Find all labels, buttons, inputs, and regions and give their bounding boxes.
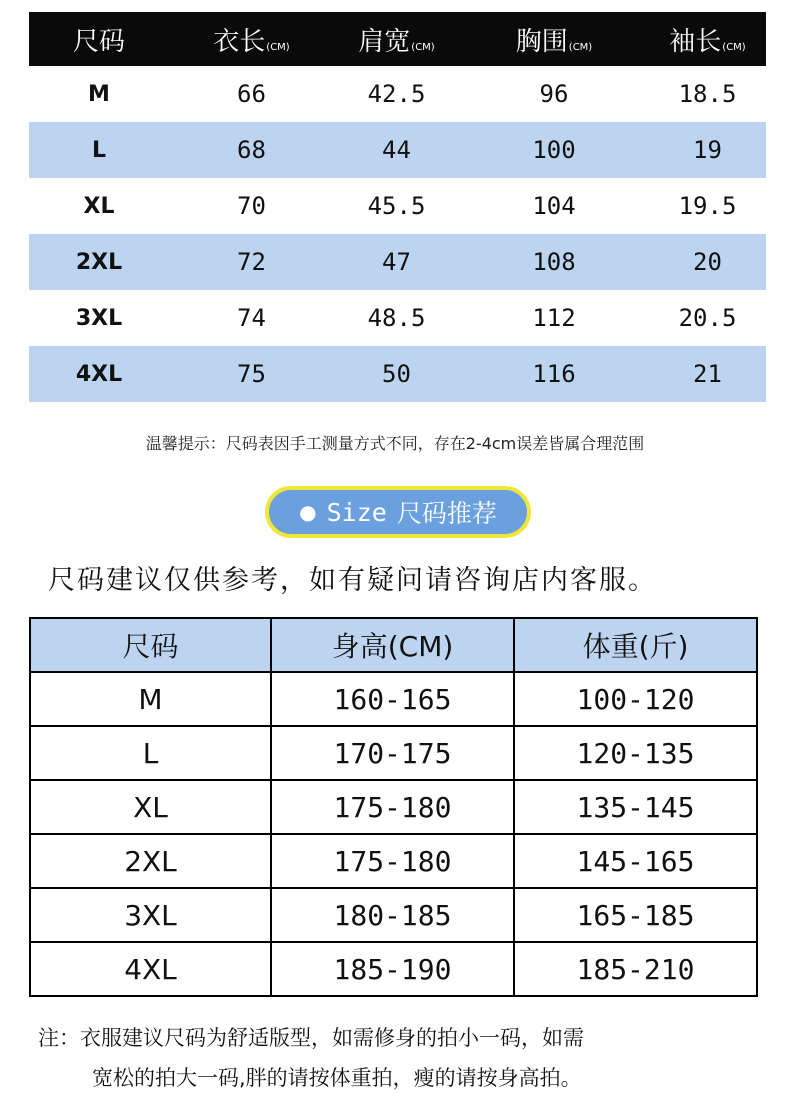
- header-chest-label: 胸围: [515, 26, 568, 57]
- cell-size: 3XL: [75, 305, 123, 331]
- cell-size: 4XL: [30, 942, 271, 996]
- cell-size: 4XL: [75, 361, 123, 387]
- cell-height: 180-185: [271, 888, 514, 942]
- measurement-table: [29, 12, 766, 402]
- cell-weight: 145-165: [514, 834, 757, 888]
- badge-cn-label: 尺码推荐: [396, 499, 497, 528]
- cell-size: XL: [30, 780, 271, 834]
- cell-length: 75: [237, 360, 266, 388]
- cell-sleeve: 20.5: [678, 304, 737, 332]
- table-row: [29, 66, 766, 122]
- header-sleeve-unit: (CM): [722, 41, 746, 53]
- header-weight: 体重(斤): [514, 618, 757, 672]
- table-row: [30, 888, 757, 942]
- cell-size: L: [91, 137, 107, 163]
- cell-size: 2XL: [75, 249, 123, 275]
- header-length-unit: (CM): [266, 41, 290, 53]
- size-recommend-badge: [265, 486, 531, 538]
- cell-chest: 112: [532, 304, 576, 332]
- bullet-dot-icon: ●: [299, 500, 317, 524]
- advice-text: 尺码建议仅供参考，如有疑问请咨询店内客服。: [48, 565, 657, 596]
- header-shoulder: [334, 21, 459, 58]
- table-row: [29, 122, 766, 178]
- cell-height: 160-165: [271, 672, 514, 726]
- table-row: [29, 234, 766, 290]
- recommendation-table: [29, 617, 758, 997]
- header-chest-unit: (CM): [568, 41, 593, 53]
- header-shoulder-label: 肩宽: [358, 26, 411, 57]
- cell-size: XL: [83, 193, 115, 219]
- cell-weight: 100-120: [514, 672, 757, 726]
- table-row: [30, 672, 757, 726]
- measurement-tip: 温馨提示：尺码表因手工测量方式不同，存在2-4cm误差皆属合理范围: [145, 434, 645, 453]
- cell-weight: 120-135: [514, 726, 757, 780]
- cell-size: 3XL: [30, 888, 271, 942]
- table-row: [29, 290, 766, 346]
- fit-note: [38, 1018, 758, 1098]
- cell-weight: 135-145: [514, 780, 757, 834]
- cell-sleeve: 20: [693, 248, 722, 276]
- header-height: 身高(CM): [271, 618, 514, 672]
- table-row: [29, 178, 766, 234]
- recommendation-header-row: [30, 618, 757, 672]
- cell-size: M: [88, 81, 110, 107]
- header-sleeve-label: 袖长: [669, 26, 722, 57]
- cell-sleeve: 18.5: [678, 80, 737, 108]
- header-size: [29, 21, 169, 58]
- fit-note-line-1: 注：衣服建议尺码为舒适版型，如需修身的拍小一码，如需: [38, 1026, 584, 1050]
- cell-size: M: [30, 672, 271, 726]
- cell-length: 72: [237, 248, 266, 276]
- cell-chest: 96: [539, 80, 569, 108]
- cell-height: 175-180: [271, 834, 514, 888]
- table-row: [30, 726, 757, 780]
- header-length: [169, 21, 334, 58]
- table-row: [30, 942, 757, 996]
- cell-length: 66: [237, 80, 266, 108]
- cell-height: 170-175: [271, 726, 514, 780]
- table-row: [30, 780, 757, 834]
- cell-length: 68: [237, 136, 266, 164]
- header-length-label: 衣长: [213, 26, 266, 57]
- cell-size: 2XL: [30, 834, 271, 888]
- cell-shoulder: 47: [382, 248, 411, 276]
- header-size-label: 尺码: [72, 26, 125, 57]
- measurement-header-row: [29, 12, 766, 66]
- cell-shoulder: 45.5: [367, 192, 426, 220]
- table-row: [30, 834, 757, 888]
- cell-shoulder: 48.5: [367, 304, 426, 332]
- cell-chest: 108: [532, 248, 576, 276]
- cell-shoulder: 44: [382, 136, 411, 164]
- cell-chest: 116: [532, 360, 576, 388]
- cell-chest: 100: [532, 136, 576, 164]
- cell-sleeve: 19: [693, 136, 722, 164]
- cell-chest: 104: [532, 192, 576, 220]
- cell-height: 185-190: [271, 942, 514, 996]
- header-size: 尺码: [30, 618, 271, 672]
- cell-weight: 165-185: [514, 888, 757, 942]
- header-shoulder-unit: (CM): [411, 41, 435, 53]
- cell-weight: 185-210: [514, 942, 757, 996]
- header-chest: [459, 21, 649, 58]
- cell-size: L: [30, 726, 271, 780]
- cell-length: 74: [237, 304, 266, 332]
- table-row: [29, 346, 766, 402]
- header-sleeve: [649, 21, 766, 58]
- cell-sleeve: 21: [693, 360, 722, 388]
- cell-height: 175-180: [271, 780, 514, 834]
- fit-note-line-2: 宽松的拍大一码,胖的请按体重拍，瘦的请按身高拍。: [92, 1066, 582, 1090]
- cell-shoulder: 50: [382, 360, 411, 388]
- cell-length: 70: [237, 192, 266, 220]
- badge-en-label: Size: [326, 497, 387, 527]
- cell-shoulder: 42.5: [367, 80, 426, 108]
- cell-sleeve: 19.5: [678, 192, 737, 220]
